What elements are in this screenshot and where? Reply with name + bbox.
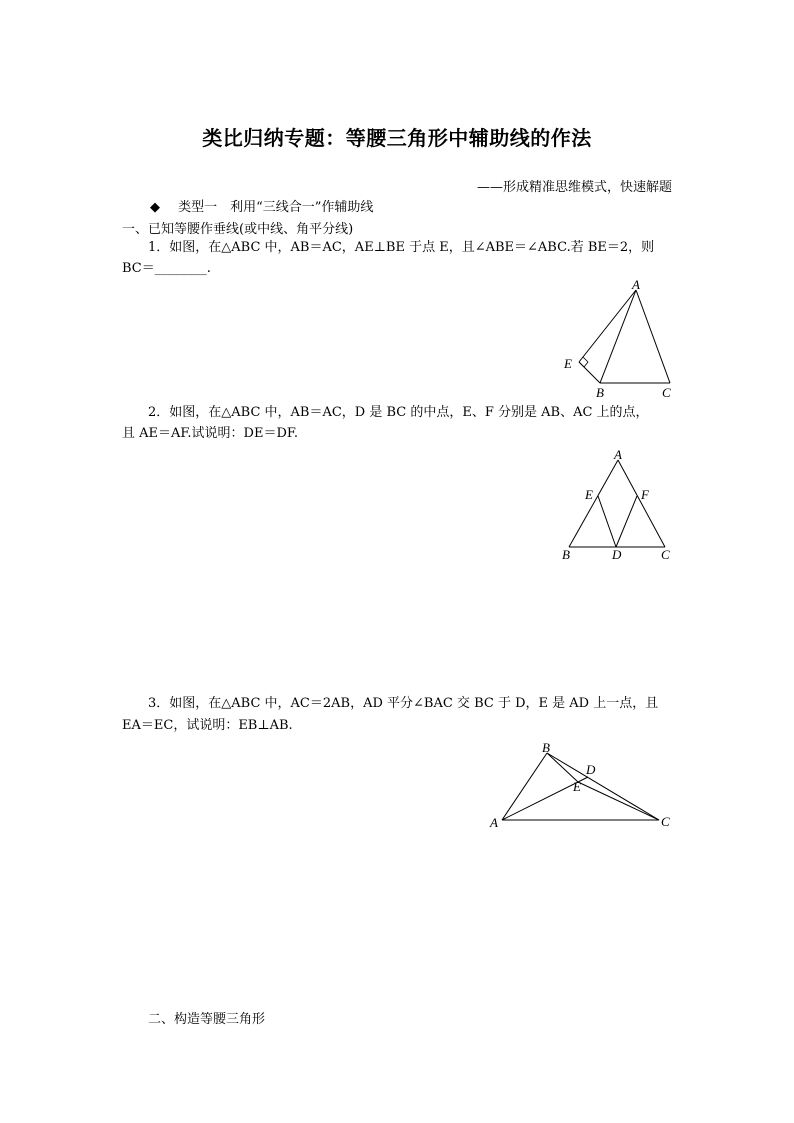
fig3-label-c: C: [661, 814, 670, 829]
type-heading-text: 类型一 利用“三线合一”作辅助线: [178, 200, 374, 215]
fig1-right-angle-mark: [579, 357, 588, 367]
fig3-label-e: E: [573, 779, 581, 794]
fig2-segment-ac: [618, 460, 665, 547]
fig2-segment-ed: [598, 496, 616, 547]
fig2-label-d: D: [612, 547, 622, 562]
problem-2-line-1: 2．如图，在△ABC 中，AB＝AC，D 是 BC 的中点，E、F 分别是 AB、AC 上的点，: [148, 405, 649, 420]
problem-1-line-1: 1．如图，在△ABC 中，AB＝AC，AE⊥BE 于点 E，且∠ABE＝∠ABC.若 BE＝2，则: [148, 240, 655, 255]
fig3-label-a: A: [490, 815, 498, 830]
fig3-segment-ab: [502, 753, 547, 820]
fig2-label-a: A: [614, 447, 622, 462]
fig1-segment-ac: [636, 290, 670, 383]
problem-2-line-2: 且 AE＝AF.试说明：DE＝DF.: [122, 426, 298, 441]
fig2-label-e: E: [585, 487, 593, 502]
problem-1-line-2: BC＝________.: [122, 261, 211, 276]
fig2-label-b: B: [562, 547, 570, 562]
fig2-label-f: F: [641, 487, 649, 502]
fig3-label-b: B: [542, 740, 550, 755]
fig1-segment-ae: [579, 290, 636, 362]
section1-heading: 一、已知等腰作垂线(或中线、角平分线): [122, 222, 354, 237]
page-subtitle: ——形成精准思维模式，快速解题: [476, 180, 672, 195]
fig1-label-a: A: [632, 278, 640, 292]
fig2-segment-ab: [569, 460, 618, 547]
section2-heading: 二、构造等腰三角形: [148, 1012, 266, 1027]
fig3-segment-be: [547, 753, 578, 782]
fig3-segment-bc: [547, 753, 659, 820]
fig2-segment-fd: [616, 496, 637, 547]
fig1-label-c: C: [662, 385, 671, 400]
figure-2: [555, 445, 685, 565]
page-title: 类比归纳专题：等腰三角形中辅助线的作法: [202, 126, 592, 150]
fig1-segment-ab: [600, 290, 636, 383]
fig3-label-d: D: [586, 762, 596, 777]
problem-3-line-2: EA＝EC，试说明：EB⊥AB.: [122, 718, 293, 733]
figure-3: [485, 738, 685, 833]
fig2-label-c: C: [661, 547, 670, 562]
fig3-segment-ec: [578, 782, 659, 820]
figure-1: [555, 278, 685, 400]
problem-3-line-1: 3．如图，在△ABC 中，AC＝2AB，AD 平分∠BAC 交 BC 于 D，E 是 AD 上一点，且: [148, 696, 659, 711]
fig1-label-e: E: [564, 356, 572, 371]
diamond-bullet-icon: ◆: [150, 200, 160, 215]
fig1-label-b: B: [596, 385, 604, 400]
type-heading: [150, 196, 373, 215]
